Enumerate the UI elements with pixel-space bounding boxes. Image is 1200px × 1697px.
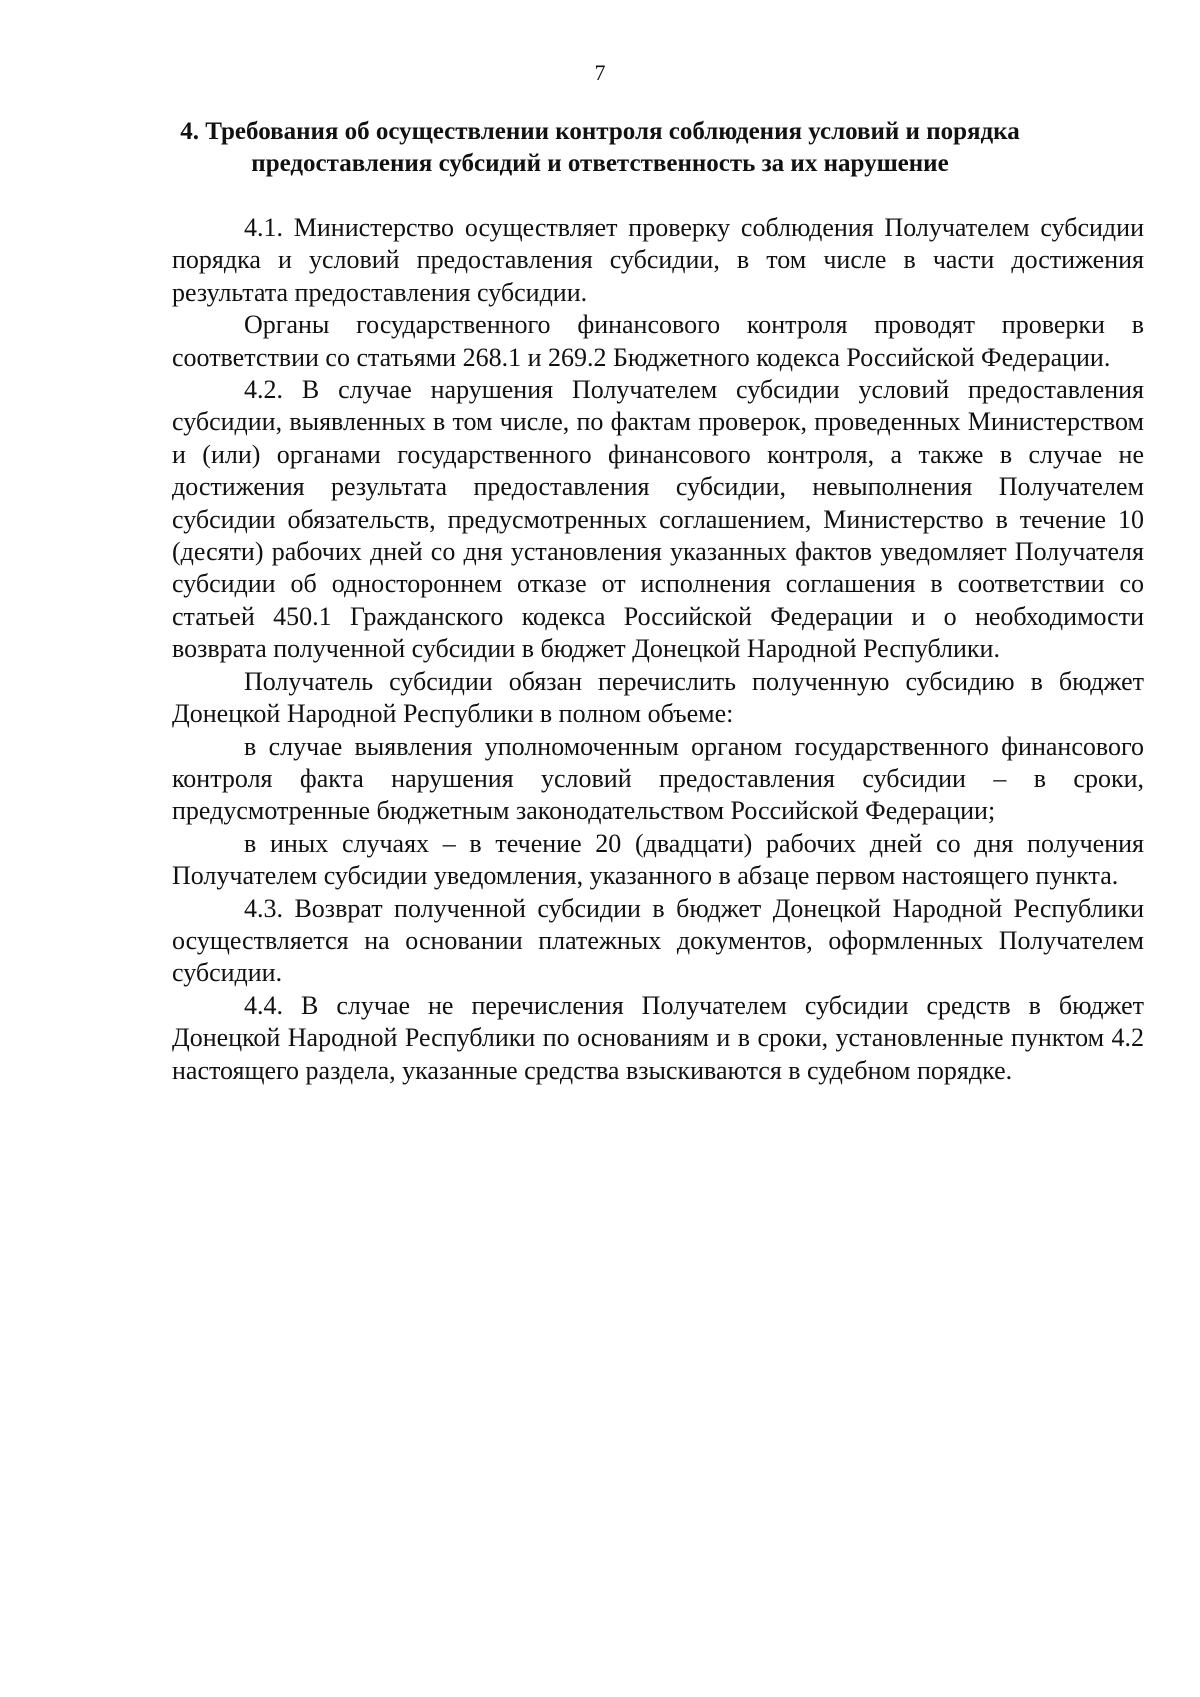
paragraph-refund-case-other: в иных случаях – в течение 20 (двадцати) рабочих дней со дня получения Получателем субсидии уведомления, указанного в абзаце первом настоящего пункта.	[172, 828, 1144, 891]
paragraph-4-3: 4.3. Возврат полученной субсидии в бюджет Донецкой Народной Республики осуществляется на основании платежных документов, оформленных Получателем субсидии.	[172, 893, 1144, 988]
paragraph-financial-control: Органы государственного финансового контроля проводят проверки в соответствии со статьями 268.1 и 269.2 Бюджетного кодекса Российской Федерации.	[172, 310, 1144, 372]
paragraph-4-4: 4.4. В случае не перечисления Получателем субсидии средств в бюджет Донецкой Народной Республики по основаниям и в сроки, установленные пунктом 4.2 настоящего раздела, указанные средства взыскиваются в судебном порядке.	[172, 990, 1144, 1085]
page-number: 7	[594, 60, 606, 85]
section-heading-line-2: предоставления субсидий и ответственность за их нарушение	[251, 150, 949, 177]
section-heading	[160, 116, 1040, 180]
paragraph-4-1: 4.1. Министерство осуществляет проверку соблюдения Получателем субсидии порядка и условий предоставления субсидии, в том числе в части достижения результата предоставления субсидии.	[172, 213, 1144, 307]
paragraph-refund-case-control: в случае выявления уполномоченным органом государственного финансового контроля факта нарушения условий предоставления субсидии – в сроки, предусмотренные бюджетным законодательством Российской Федерации;	[172, 731, 1144, 826]
paragraph-4-2: 4.2. В случае нарушения Получателем субсидии условий предоставления субсидии, выявленных в том числе, по фактам проверок, проведенных Министерством и (или) органами государственного финансового контроля, а также в случае не достижения результата предоставления субсидии, невыполнения Получателем субсидии обязательств, предусмотренных соглашением, Министерство в течение 10 (десяти) рабочих дней со дня установления указанных фактов уведомляет Получателя субсидии об одностороннем отказе от исполнения соглашения в соответствии со статьей 450.1 Гражданского кодекса Российской Федерации и о необходимости возврата полученной субсидии в бюджет Донецкой Народной Республики.	[172, 375, 1144, 664]
section-heading-line-1: 4. Требования об осуществлении контроля соблюдения условий и порядка	[180, 118, 1020, 145]
paragraph-refund-obligation: Получатель субсидии обязан перечислить полученную субсидию в бюджет Донецкой Народной Республики в полном объеме:	[172, 666, 1144, 729]
section-body	[172, 212, 1144, 1087]
